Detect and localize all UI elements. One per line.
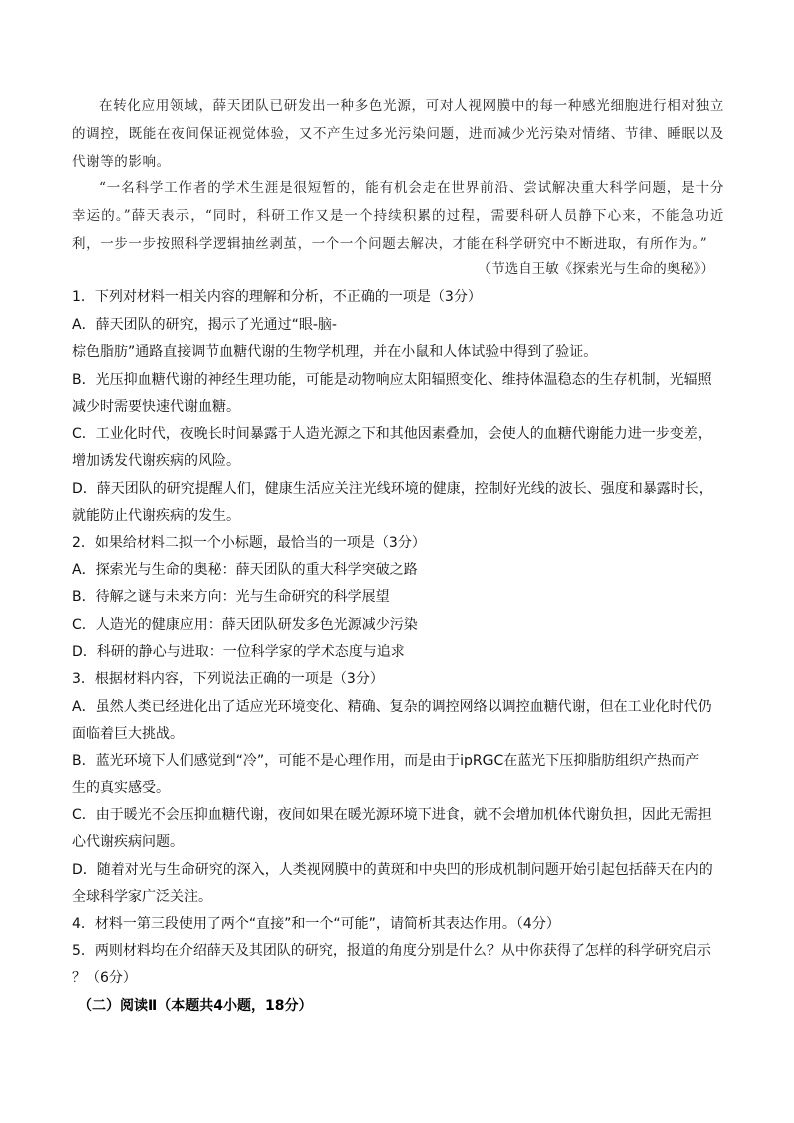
question-1-stem: 1．下列对材料一相关内容的理解和分析，不正确的一项是（3分） (72, 289, 482, 305)
question-3-option-c: C．由于暖光不会压抑血糖代谢，夜间如果在暖光源环境下进食，就不会增加机体代谢负担，因此无需担 (72, 807, 712, 823)
question-3-option-a: A．虽然人类已经进化出了适应光环境变化、精确、复杂的调控网络以调控血糖代谢，但在工业化时代仍 (72, 699, 712, 715)
question-1-option-b: B．光压抑血糖代谢的神经生理功能，可能是动物响应太阳辐照变化、维持体温稳态的生存机制，光辐照 (72, 372, 712, 388)
question-3-stem: 3．根据材料内容，下列说法正确的一项是（3分） (72, 671, 384, 687)
question-3-option-d-cont: 全球科学家广泛关注。 (72, 889, 212, 905)
excerpt-text: “一名科学工作者的学术生涯是很短暂的，能有机会走在世界前沿、尝试解决重大科学问题，是十分幸运的。”薛天表示，“同时，科研工作又是一个持续积累的过程，需要科研人员静下心来，不能急功近利，一步一步按照科学逻辑抽丝剥茧，一个一个问题去解决，才能在科学研究中不断进取，有所作为。” (72, 180, 724, 252)
question-3-option-b-cont: 生的真实感受。 (72, 780, 170, 796)
question-3-option-c-cont: 心代谢疾病问题。 (72, 834, 184, 850)
question-2-stem: 2．如果给材料二拟一个小标题，最恰当的一项是（3分） (72, 535, 426, 551)
question-5-stem-cont: ？（6分） (72, 970, 137, 986)
question-1-option-b-cont: 减少时需要快速代谢血糖。 (72, 399, 240, 415)
excerpt-paragraph-2 (72, 174, 724, 258)
question-4-stem: 4．材料一第三段使用了两个“直接”和一个“可能”，请简析其表达作用。（4分） (72, 916, 560, 932)
question-2-option-a: A．探索光与生命的奥秘：薛天团队的重大科学突破之路 (72, 562, 418, 578)
question-1-option-c-cont: 增加诱发代谢疾病的风险。 (72, 453, 240, 469)
question-1-option-a-cont: 棕色脂肪”通路直接调节血糖代谢的生物学机理，并在小鼠和人体试验中得到了验证。 (72, 344, 598, 360)
question-3-option-b: B．蓝光环境下人们感觉到“冷”，可能不是心理作用，而是由于ipRGC在蓝光下压抑脂肪组织产热而产 (72, 753, 700, 769)
question-3-option-d: D．随着对光与生命研究的深入，人类视网膜中的黄斑和中央凹的形成机制问题开始引起包括薛天在内的 (72, 862, 713, 878)
question-1-option-c: C．工业化时代，夜晚长时间暴露于人造光源之下和其他因素叠加，会使人的血糖代谢能力进一步变差， (72, 426, 712, 442)
question-2-option-b: B．待解之谜与未来方向：光与生命研究的科学展望 (72, 589, 390, 605)
question-2-option-c: C．人造光的健康应用：薛天团队研发多色光源减少污染 (72, 617, 418, 633)
excerpt-text: 在转化应用领域，薛天团队已研发出一种多色光源，可对人视网膜中的每一种感光细胞进行相对独立的调控，既能在夜间保证视觉体验，又不产生过多光污染问题，进而减少光污染对情绪、节律、睡眠以及代谢等的影响。 (72, 98, 724, 170)
question-1-option-d-cont: 就能防止代谢疾病的发生。 (72, 508, 240, 524)
question-2-option-d: D．科研的静心与进取：一位科学家的学术态度与追求 (72, 644, 405, 660)
excerpt-source: （节选自王敏《探索光与生命的奥秘》） (477, 261, 714, 277)
excerpt-paragraph-1 (72, 92, 724, 176)
question-5-stem: 5．两则材料均在介绍薛天及其团队的研究，报道的角度分别是什么？从中你获得了怎样的科学研究启示 (72, 943, 711, 959)
section-heading: （二）阅读Ⅱ（本题共4小题，18分） (78, 998, 313, 1014)
question-1-option-d: D．薛天团队的研究提醒人们，健康生活应关注光线环境的健康，控制好光线的波长、强度和暴露时长， (72, 481, 713, 497)
question-3-option-a-cont: 面临着巨大挑战。 (72, 726, 184, 742)
question-1-option-a: A．薛天团队的研究，揭示了光通过“眼-脑- (72, 317, 337, 333)
